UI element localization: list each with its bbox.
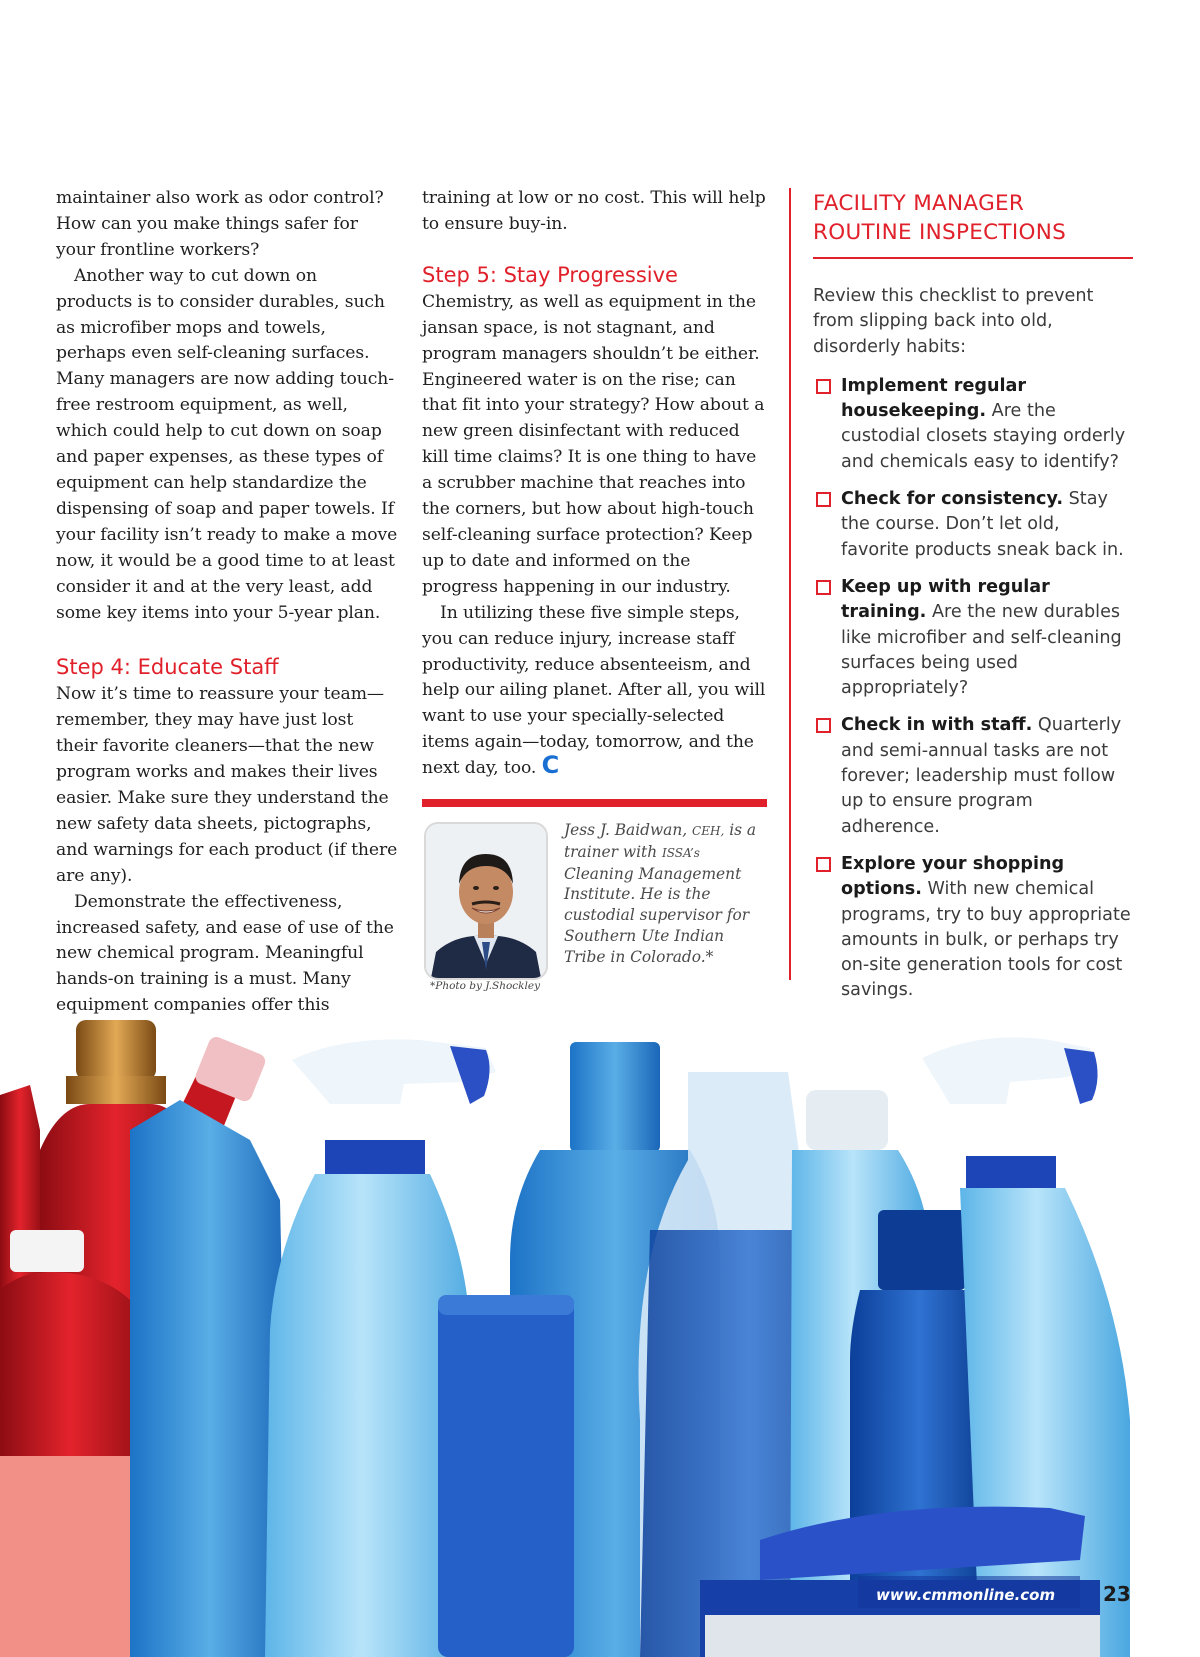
closing-text: In utilizing these five simple steps, you can reduce injury, increase staff productivity, reduce absenteeism, and help our ailing planet. After all, you will want to use your specially-selected items again—today, tomorrow, and the next day, too. — [422, 602, 766, 779]
author-name: Jess J. Baidwan, — [564, 821, 688, 839]
checkbox-icon — [816, 718, 831, 733]
bio-text: is a trainer with — [564, 821, 757, 861]
checklist-item — [813, 575, 1133, 701]
checklist-item — [813, 487, 1133, 563]
body-paragraph: maintainer also work as odor control? How can you make things safer for your frontline workers? — [56, 188, 384, 260]
body-paragraph: Another way to cut down on products is to consider durables, such as microfiber mops and towels, perhaps even self-cleaning surfaces. Many managers are now adding touch-free restroom equipment, as well, which could help to cut down on soap and paper expenses, as these types of equipment can help standardize the dispensing of soap and paper towels. If your facility isn’t ready to make a move now, it would be a good time to at least consider it and at the very least, add some key items into your 5-year plan. — [56, 265, 398, 623]
author-portrait-image — [426, 824, 546, 978]
bio-text: Cleaning Management Institute. He is the custodial supervisor for Southern Ute Indian Tribe in Colorado.* — [564, 864, 750, 966]
checklist-item — [813, 713, 1133, 839]
checklist-item-text: Are the custodial closets staying orderly and chemicals easy to identify? — [841, 401, 1126, 472]
article-column-1 — [56, 186, 398, 1019]
step-4-heading: Step 4: Educate Staff — [56, 655, 279, 680]
checkbox-icon — [816, 580, 831, 595]
sidebar-divider — [789, 188, 791, 980]
footer-url: www.cmmonline.com — [876, 1586, 1056, 1604]
checklist — [813, 374, 1133, 1004]
checklist-item-title: Check for consistency. — [841, 489, 1064, 510]
cleaning-products-image — [0, 1000, 1200, 1657]
checklist-item-title: Check in with staff. — [841, 715, 1033, 736]
checklist-item-title: Explore your shopping options. — [841, 853, 1065, 900]
checkbox-icon — [816, 857, 831, 872]
author-credential: CEH, — [692, 824, 725, 838]
end-mark-icon: C — [541, 751, 560, 780]
sidebar-title — [813, 189, 1133, 247]
article-column-2 — [422, 186, 767, 782]
page-number: 23 — [1103, 1582, 1131, 1606]
inspection-sidebar — [813, 186, 1133, 1016]
photo-credit: *Photo by J.Shockley — [430, 980, 541, 992]
body-paragraph: Demonstrate the effectiveness, increased safety, and ease of use of the new chemical program. Meaningful hands-on training is a must. Many equipment companies offer this — [56, 891, 394, 1016]
checkbox-icon — [816, 492, 831, 507]
sidebar-title-line: ROUTINE INSPECTIONS — [813, 220, 1067, 245]
checklist-item-text: Quarterly and semi-annual tasks are not forever; leadership must follow up to ensure program adherence. — [841, 715, 1122, 837]
author-box-rule — [422, 799, 767, 807]
sidebar-title-line: FACILITY MANAGER — [813, 191, 1025, 216]
checklist-item-text: Stay the course. Don’t let old, favorite products sneak back in. — [841, 489, 1124, 560]
body-paragraph: training at low or no cost. This will help to ensure buy-in. — [422, 188, 766, 234]
author-bio — [564, 820, 764, 968]
checklist-item-title: Keep up with regular training. — [841, 576, 1050, 623]
checklist-item-title: Implement regular housekeeping. — [841, 375, 1027, 422]
checklist-item-text: With new chemical programs, try to buy appropriate amounts in bulk, or perhaps try on-site generation tools for cost savings. — [841, 879, 1131, 1001]
body-paragraph — [422, 601, 767, 782]
checklist-item — [813, 852, 1133, 1004]
step-5-heading: Step 5: Stay Progressive — [422, 262, 678, 287]
sidebar-title-rule — [813, 257, 1133, 259]
checklist-item-text: Are the new durables like microfiber and self-cleaning surfaces being used appropriately? — [841, 602, 1122, 699]
bio-org: ISSA’s — [662, 845, 700, 860]
checkbox-icon — [816, 379, 831, 394]
body-paragraph: Now it’s time to reassure your team—remember, they may have just lost their favorite cleaners—that the new program works and makes their lives easier. Make sure they understand the new safety data sheets, pictographs, and warnings for each product (if there are any). — [56, 684, 398, 886]
author-photo — [424, 822, 548, 980]
checklist-item — [813, 374, 1133, 475]
body-paragraph: Chemistry, as well as equipment in the jansan space, is not stagnant, and program managers shouldn’t be either. Engineered water is on the rise; can that fit into your strategy? How about a new green disinfectant with reduced kill time claims? It is one thing to have a scrubber machine that reaches into the corners, but how about high-touch self-cleaning surface protection? Keep up to date and informed on the progress happening in our industry. — [422, 291, 765, 597]
sidebar-intro: Review this checklist to prevent from slipping back into old, disorderly habits: — [813, 286, 1094, 357]
